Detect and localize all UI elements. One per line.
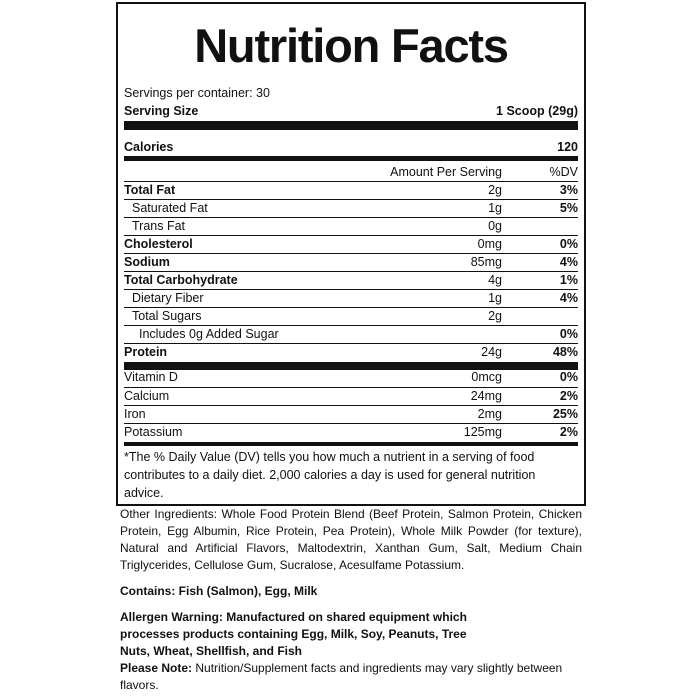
divider — [124, 199, 578, 200]
allergen-warning: Allergen Warning: Manufactured on shared equipment which processes products containing Egg, Milk, Soy, Peanuts, Tree Nuts, Wheat, Shellfish, and Fish — [120, 610, 467, 658]
other-ingredients: Other Ingredients: Whole Food Protein Blend (Beef Protein, Salmon Protein, Chicken Protein, Egg Albumin, Rice Protein, Pea Protein), Whole Milk Powder (for texture), Natural and Artificial Flavors, Maltodextrin, Xanthan Gum, Salt, Medium Chain Triglycerides, Cellulose Gum, Sucralose, Acesulfame Potassium. — [120, 507, 582, 572]
nutrient-row: Protein 24g 48% — [124, 345, 578, 359]
nutrient-row: Dietary Fiber 1g 4% — [132, 291, 578, 305]
amount-header: Amount Per Serving — [390, 165, 502, 179]
nutrient-row: Trans Fat 0g — [132, 219, 502, 233]
divider — [124, 387, 578, 388]
contains-statement: Contains: Fish (Salmon), Egg, Milk — [120, 584, 318, 598]
divider — [124, 271, 578, 272]
serving-size-row — [124, 104, 578, 118]
vitamin-row: Calcium 24mg 2% — [124, 389, 578, 403]
serving-size-value: 1 Scoop (29g) — [496, 104, 578, 118]
nutrient-row: Total Fat 2g 3% — [124, 183, 578, 197]
please-note — [120, 660, 582, 694]
dv-header: %DV — [549, 165, 578, 179]
divider — [124, 343, 578, 344]
nutrient-row: Saturated Fat 1g 5% — [132, 201, 578, 215]
divider — [124, 325, 578, 326]
thick-divider — [124, 121, 578, 130]
medium-divider — [124, 442, 578, 446]
servings-per-container: Servings per container: 30 — [124, 86, 270, 100]
column-header — [124, 165, 578, 179]
calories-row — [124, 140, 578, 154]
serving-size-label: Serving Size — [124, 104, 199, 118]
divider — [124, 423, 578, 424]
divider — [124, 217, 578, 218]
daily-value-footnote: *The % Daily Value (DV) tells you how much a nutrient in a serving of food contributes to a daily diet. 2,000 calories a day is used for general nutrition advice. — [124, 450, 536, 500]
vitamin-row: Iron 2mg 25% — [124, 407, 578, 421]
nutrient-row: Sodium 85mg 4% — [124, 255, 578, 269]
divider — [124, 253, 578, 254]
divider — [124, 405, 578, 406]
nutrient-row: Total Sugars 2g — [132, 309, 502, 323]
divider — [124, 181, 578, 182]
nutrient-row: Includes 0g Added Sugar 0% — [139, 327, 578, 341]
medium-divider — [124, 156, 578, 161]
thick-divider — [124, 362, 578, 370]
divider — [124, 307, 578, 308]
vitamin-row: Vitamin D 0mcg 0% — [124, 370, 578, 384]
divider — [124, 289, 578, 290]
calories-value: 120 — [557, 140, 578, 154]
divider — [124, 235, 578, 236]
label-title: Nutrition Facts — [194, 19, 508, 72]
calories-label: Calories — [124, 140, 174, 154]
nutrient-row: Cholesterol 0mg 0% — [124, 237, 578, 251]
nutrition-facts-label — [116, 2, 586, 506]
vitamin-row: Potassium 125mg 2% — [124, 425, 578, 439]
nutrient-row: Total Carbohydrate 4g 1% — [124, 273, 578, 287]
please-note-text: Nutrition/Supplement facts and ingredients may vary slightly between flavors. — [120, 661, 563, 692]
please-note-label: Please Note: — [120, 661, 193, 675]
